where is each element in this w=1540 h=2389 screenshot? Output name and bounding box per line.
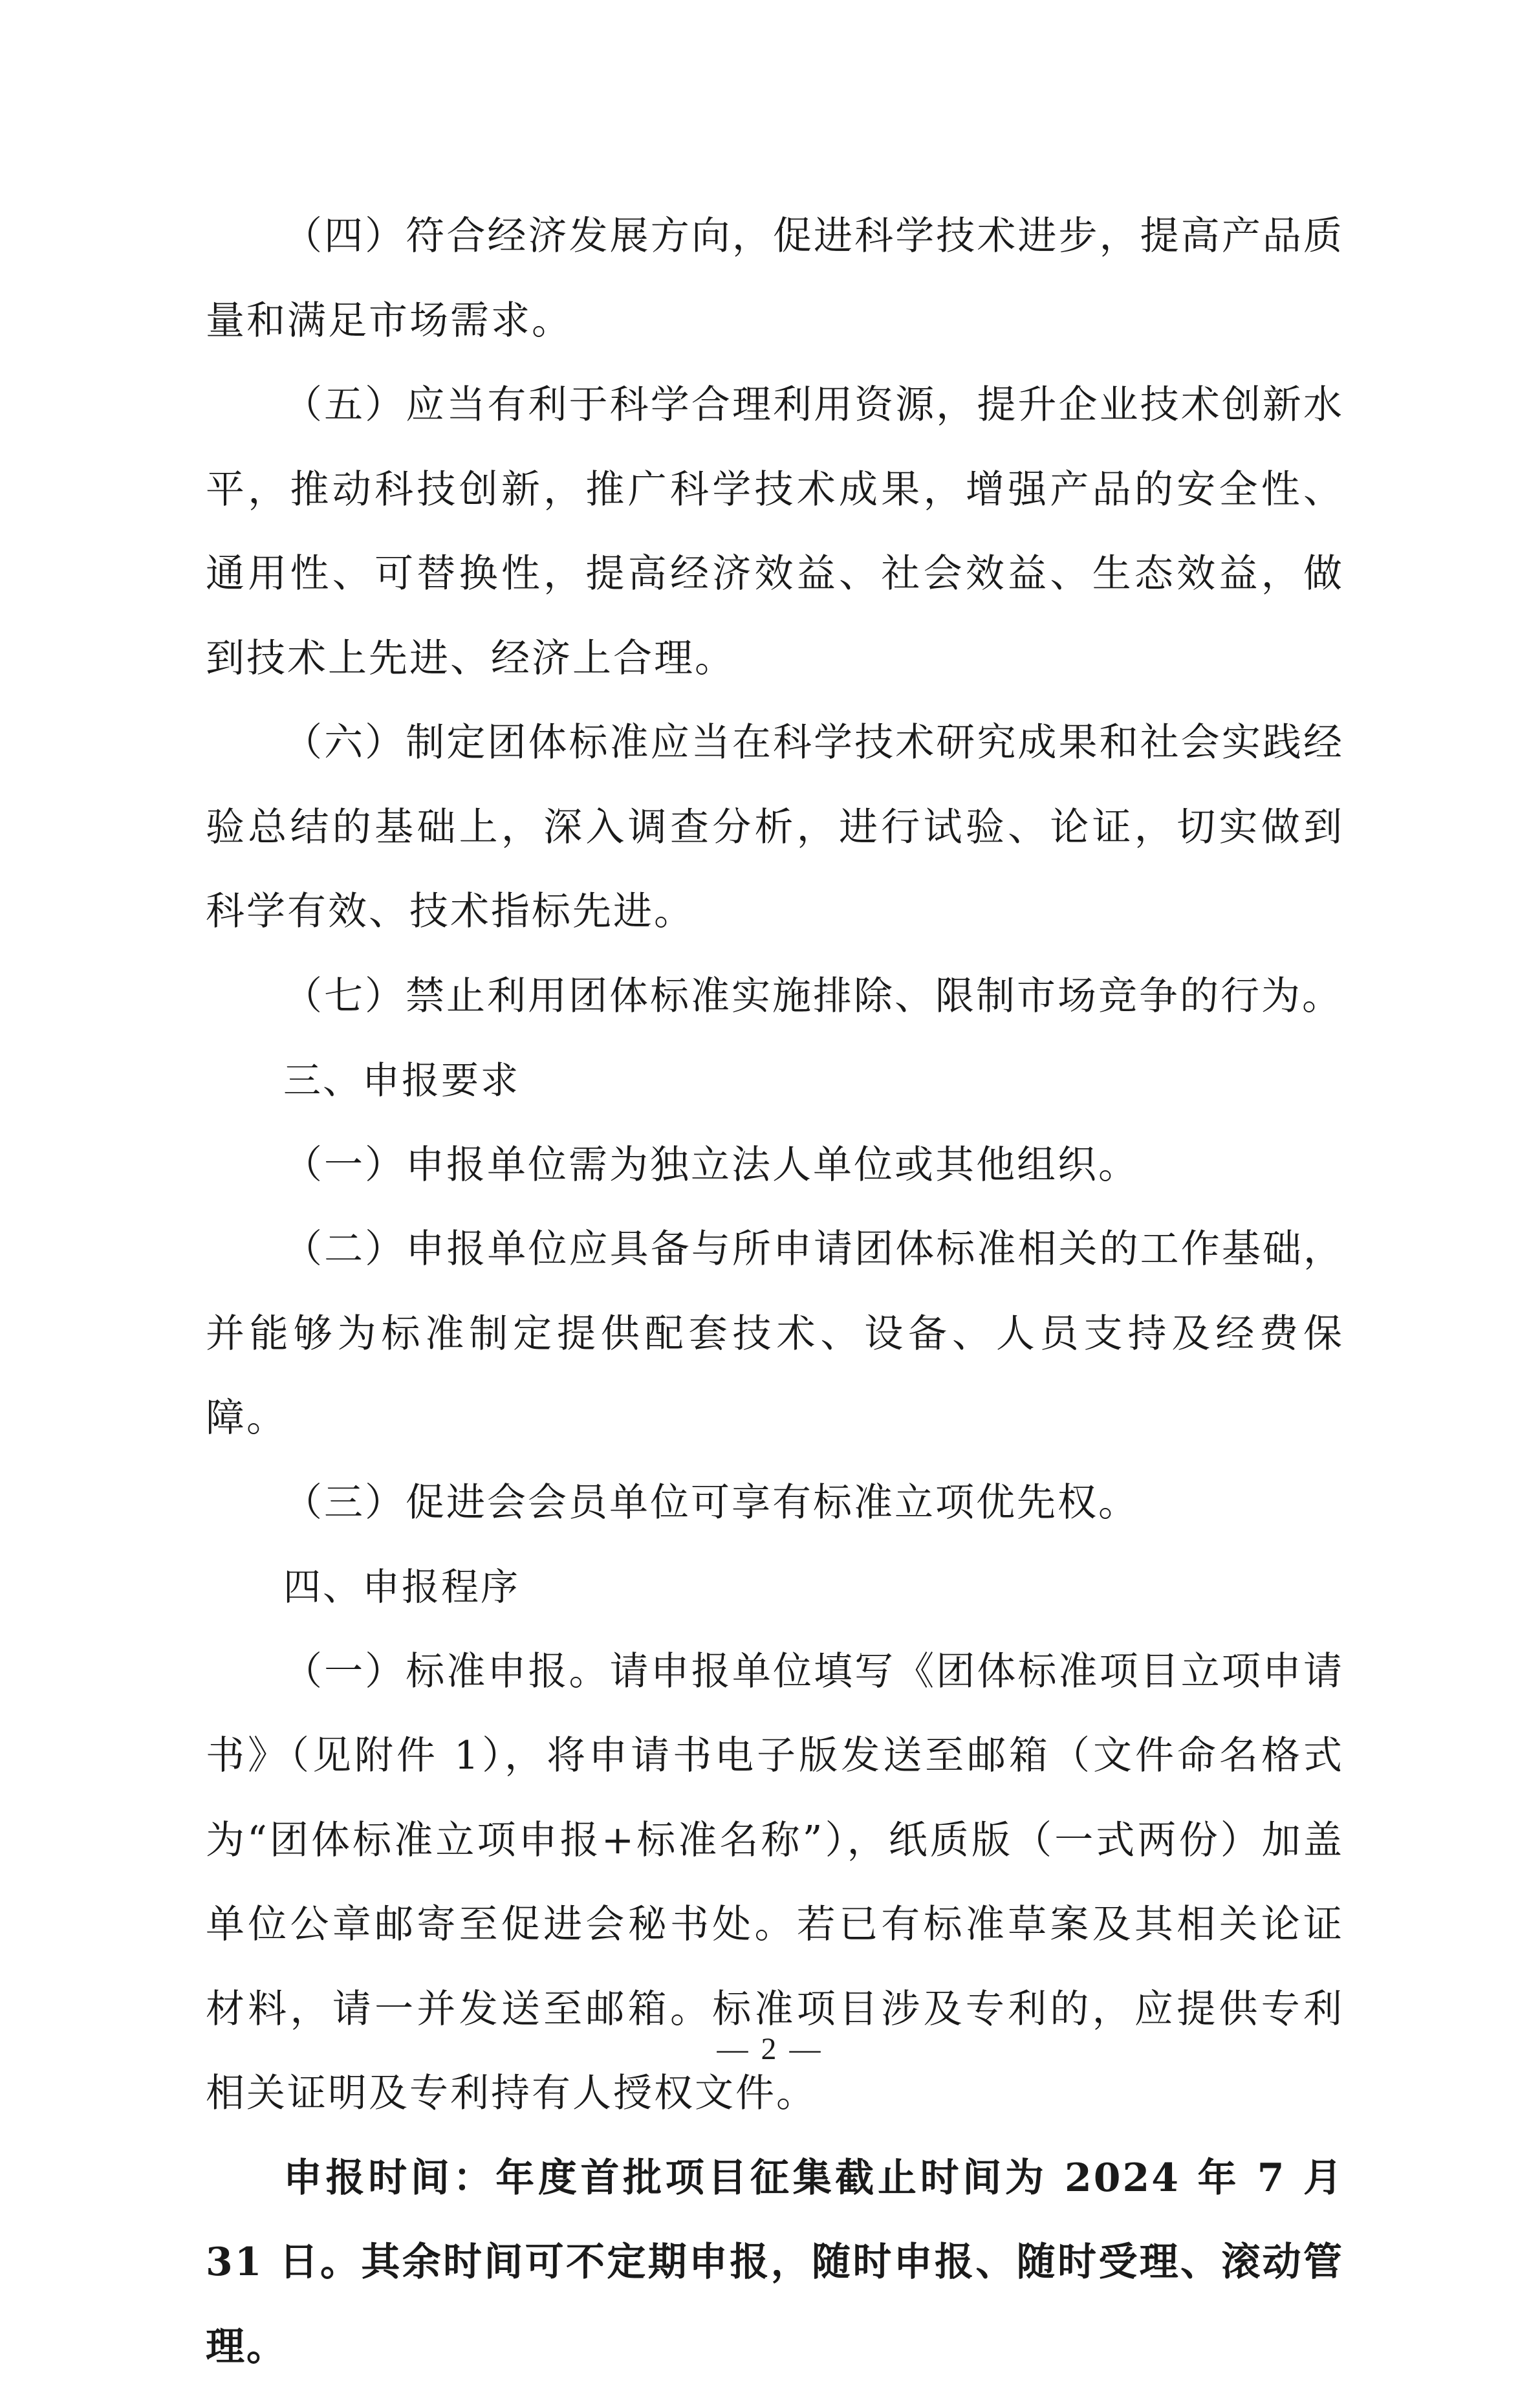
requirement-item-1: （一）申报单位需为独立法人单位或其他组织。 [206, 1123, 1344, 1208]
requirement-item-3: （三）促进会会员单位可享有标准立项优先权。 [206, 1461, 1344, 1545]
paragraph-7: （七）禁止利用团体标准实施排除、限制市场竞争的行为。 [206, 954, 1344, 1039]
deadline-notice: 申报时间：年度首批项目征集截止时间为 2024 年 7 月 31 日。其余时间可不定期申报，随时申报、随时受理、滚动管理。 [206, 2136, 1344, 2389]
paragraph-6: （六）制定团体标准应当在科学技术研究成果和社会实践经验总结的基础上，深入调查分析，进行试验、论证，切实做到科学有效、技术指标先进。 [206, 701, 1344, 954]
page-number: — 2 — [0, 2031, 1540, 2067]
paragraph-4: （四）符合经济发展方向，促进科学技术进步，提高产品质量和满足市场需求。 [206, 194, 1344, 363]
section-heading-requirements: 三、申报要求 [206, 1038, 1344, 1123]
requirement-item-2: （二）申报单位应具备与所申请团体标准相关的工作基础，并能够为标准制定提供配套技术、设备、人员支持及经费保障。 [206, 1207, 1344, 1461]
procedure-item-1: （一）标准申报。请申报单位填写《团体标准项目立项申请书》（见附件 1），将申请书电子版发送至邮箱（文件命名格式为“团体标准立项申报+标准名称”），纸质版（一式两份）加盖单位公章邮寄至促进会秘书处。若已有标准草案及其相关论证材料，请一并发送至邮箱。标准项目涉及专利的，应提供专利相关证明及专利持有人授权文件。 [206, 1630, 1344, 2136]
paragraph-5: （五）应当有利于科学合理利用资源，提升企业技术创新水平，推动科技创新，推广科学技术成果，增强产品的安全性、通用性、可替换性，提高经济效益、社会效益、生态效益，做到技术上先进、经济上合理。 [206, 363, 1344, 701]
section-heading-procedure: 四、申报程序 [206, 1545, 1344, 1630]
